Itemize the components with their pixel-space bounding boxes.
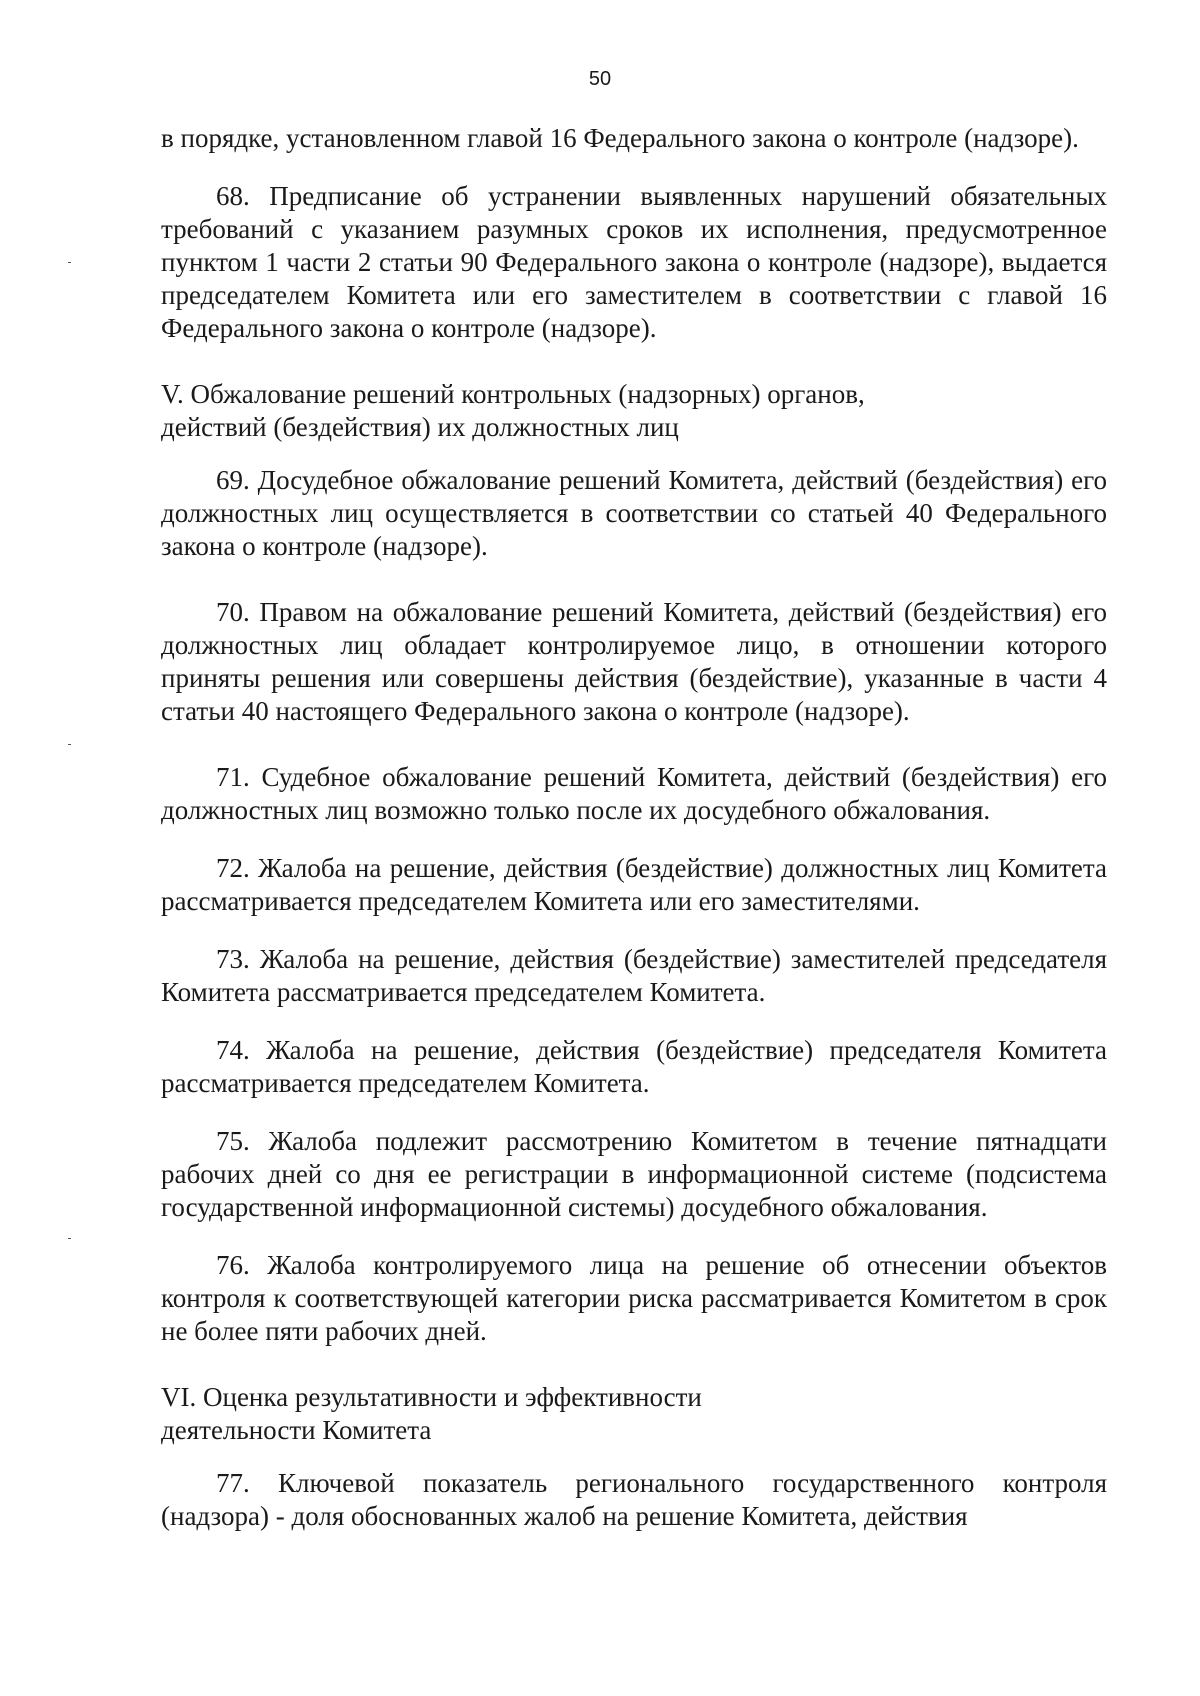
paragraph-70: 70. Правом на обжалование решений Комитета, действий (бездействия) его должностных лиц обладает контролируемое лицо, в отношении которого приняты решения или совершены действия (бездействие), указанные в части 4 статьи 40 настоящего Федерального закона о контроле (надзоре). [161,597,1107,726]
page-number: 50 [588,68,612,90]
scan-mark [68,1238,71,1239]
paragraph-73: 73. Жалоба на решение, действия (бездействие) заместителей председателя Комитета рассматривается председателем Комитета. [161,944,1107,1007]
paragraph-76: 76. Жалоба контролируемого лица на решение об отнесении объектов контроля к соответствующей категории риска рассматривается Комитетом в срок не более пяти рабочих дней. [161,1250,1107,1346]
paragraph-72: 72. Жалоба на решение, действия (бездействие) должностных лиц Комитета рассматривается председателем Комитета или его заместителями. [161,853,1107,916]
paragraph-71: 71. Судебное обжалование решений Комитета, действий (бездействия) его должностных лиц возможно только после их досудебного обжалования. [161,762,1107,825]
paragraph-69: 69. Досудебное обжалование решений Комитета, действий (бездействия) его должностных лиц осуществляется в соответствии со статьей 40 Федерального закона о контроле (надзоре). [161,465,1107,561]
paragraph-74: 74. Жалоба на решение, действия (бездействие) председателя Комитета рассматривается председателем Комитета. [161,1035,1107,1098]
section-heading-vi-line2: деятельности Комитета [161,1415,432,1445]
document-body [161,122,1107,1533]
section-heading-vi-line1: VI. Оценка результативности и эффективности [161,1382,702,1412]
scan-mark [68,744,71,745]
paragraph-continuation: в порядке, установленном главой 16 Федерального закона о контроле (надзоре). [161,123,1079,153]
paragraph-68: 68. Предписание об устранении выявленных нарушений обязательных требований с указанием разумных сроков их исполнения, предусмотренное пунктом 1 части 2 статьи 90 Федерального закона о контроле (надзоре), выдается председателем Комитета или его заместителем в соответствии с главой 16 Федерального закона о контроле (надзоре). [161,181,1107,343]
section-heading-v-line1: V. Обжалование решений контрольных (надзорных) органов, [161,379,865,409]
paragraph-77: 77. Ключевой показатель регионального государственного контроля (надзора) - доля обоснованных жалоб на решение Комитета, действия [161,1468,1107,1531]
scan-mark [68,262,71,263]
section-heading-v-line2: действий (бездействия) их должностных лиц [161,412,679,442]
paragraph-75: 75. Жалоба подлежит рассмотрению Комитетом в течение пятнадцати рабочих дней со дня ее регистрации в информационной системе (подсистема государственной информационной системы) досудебного обжалования. [161,1126,1107,1222]
